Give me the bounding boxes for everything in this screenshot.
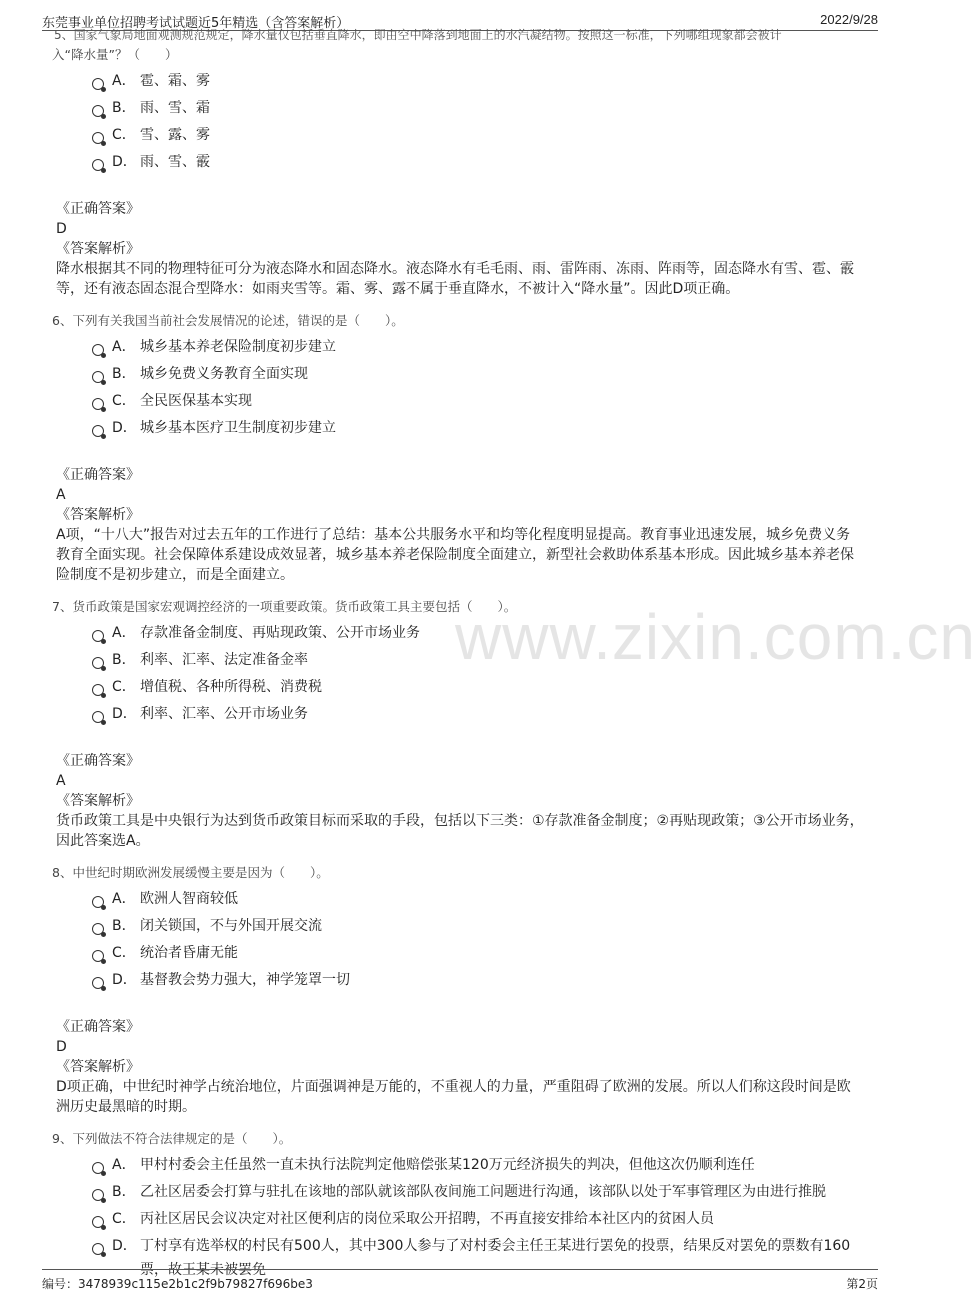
analysis-text: 降水根据其不同的物理特征可分为液态降水和固态降水。液态降水有毛毛雨、雨、雷阵雨、冻雨、阵雨等，固态降水有雪、雹、霰等，还有液态固态混合型降水：如雨夹雪等。霜、雾、露不属于垂直降水，不被计入“降水量”。因此D项正确。 xyxy=(56,261,854,297)
document-date: 2022/9/28 xyxy=(820,12,878,27)
analysis-text: A项，“十八大”报告对过去五年的工作进行了总结：基本公共服务水平和均等化程度明显提高。教育事业迅速发展，城乡免费义务教育全面实现。社会保障体系建设成效显著，城乡基本养老保险制度全面建立，新型社会救助体系基本形成。因此城乡基本养老保险制度不是初步建立，而是全面建立。 xyxy=(56,527,854,583)
option-d[interactable] xyxy=(92,968,864,995)
radio-icon[interactable] xyxy=(92,78,104,90)
analysis-text: 货币政策工具是中央银行为达到货币政策目标而采取的手段，包括以下三类：①存款准备金制度；②再贴现政策；③公开市场业务，因此答案选A。 xyxy=(56,813,864,849)
option-list xyxy=(92,1153,864,1282)
option-text: 存款准备金制度、再贴现政策、公开市场业务 xyxy=(140,625,420,641)
radio-icon[interactable] xyxy=(92,711,104,723)
radio-icon[interactable] xyxy=(92,132,104,144)
watermark: www.zixin.com.cn xyxy=(455,601,976,673)
question-7 xyxy=(52,597,864,851)
option-text: 城乡基本养老保险制度初步建立 xyxy=(140,339,336,355)
option-text: 丙社区居民会议决定对社区便利店的岗位采取公开招聘，不再直接安排给本社区内的贫困人员 xyxy=(140,1211,714,1227)
option-letter: A． xyxy=(112,1157,136,1173)
document-id: 编号：3478939c115e2b1c2f9b79827f696be3 xyxy=(42,1277,313,1291)
answer-block xyxy=(56,751,864,851)
radio-icon[interactable] xyxy=(92,105,104,117)
option-text: 统治者昏庸无能 xyxy=(140,945,238,961)
answer-block xyxy=(56,465,864,585)
answer-block xyxy=(56,1017,864,1117)
option-list xyxy=(92,335,864,443)
answer-value: D xyxy=(56,1039,67,1055)
option-list xyxy=(92,887,864,995)
question-8 xyxy=(52,863,864,1117)
radio-icon[interactable] xyxy=(92,425,104,437)
radio-icon[interactable] xyxy=(92,657,104,669)
option-text: 雨、雪、霜 xyxy=(140,100,210,116)
radio-icon[interactable] xyxy=(92,977,104,989)
radio-icon[interactable] xyxy=(92,1162,104,1174)
radio-icon[interactable] xyxy=(92,950,104,962)
option-letter: D． xyxy=(112,706,137,722)
option-c[interactable] xyxy=(92,675,864,702)
option-letter: C． xyxy=(112,127,136,143)
option-a[interactable] xyxy=(92,1153,864,1180)
option-c[interactable] xyxy=(92,941,864,968)
option-text: 欧洲人智商较低 xyxy=(140,891,238,907)
answer-label: 《正确答案》 xyxy=(56,467,140,483)
page-footer xyxy=(42,1269,878,1302)
radio-icon[interactable] xyxy=(92,1189,104,1201)
answer-label: 《正确答案》 xyxy=(56,1019,140,1035)
option-letter: B． xyxy=(112,100,136,116)
option-a[interactable] xyxy=(92,69,864,96)
option-b[interactable] xyxy=(92,362,864,389)
option-letter: C． xyxy=(112,1211,136,1227)
radio-icon[interactable] xyxy=(92,398,104,410)
question-stem: 9、下列做法不符合法律规定的是（ ）。 xyxy=(52,1131,292,1146)
option-b[interactable] xyxy=(92,648,864,675)
radio-icon[interactable] xyxy=(92,344,104,356)
option-list xyxy=(92,69,864,177)
question-6 xyxy=(52,311,864,585)
document-title: 东莞事业单位招聘考试试题近5年精选（含答案解析） xyxy=(42,16,350,31)
option-b[interactable] xyxy=(92,914,864,941)
option-letter: C． xyxy=(112,393,136,409)
answer-value: A xyxy=(56,773,66,789)
option-letter: D． xyxy=(112,1238,137,1254)
option-a[interactable] xyxy=(92,887,864,914)
question-stem: 6、下列有关我国当前社会发展情况的论述，错误的是（ ）。 xyxy=(52,313,404,328)
analysis-label: 《答案解析》 xyxy=(56,241,140,257)
analysis-label: 《答案解析》 xyxy=(56,507,140,523)
option-letter: A． xyxy=(112,891,136,907)
option-letter: B． xyxy=(112,918,136,934)
option-b[interactable] xyxy=(92,96,864,123)
question-stem-top: 5、国家气象局地面观测规范规定，降水量仅包括垂直降水，即由空中降落到地面上的水汽凝结物。按照这一标准，下列哪组现象都会被计 xyxy=(54,28,782,42)
option-letter: C． xyxy=(112,679,136,695)
document-body xyxy=(52,28,864,1282)
option-d[interactable] xyxy=(92,416,864,443)
question-5 xyxy=(52,25,864,299)
option-c[interactable] xyxy=(92,123,864,150)
option-d[interactable] xyxy=(92,702,864,729)
page-number: 第2页 xyxy=(846,1277,878,1291)
question-9 xyxy=(52,1129,864,1282)
option-letter: D． xyxy=(112,420,137,436)
answer-label: 《正确答案》 xyxy=(56,753,140,769)
option-letter: A． xyxy=(112,73,136,89)
option-text: 利率、汇率、法定准备金率 xyxy=(140,652,308,668)
radio-icon[interactable] xyxy=(92,1216,104,1228)
radio-icon[interactable] xyxy=(92,1243,104,1255)
option-letter: D． xyxy=(112,154,137,170)
option-text: 雨、雪、霰 xyxy=(140,154,210,170)
option-c[interactable] xyxy=(92,1207,864,1234)
option-letter: B． xyxy=(112,366,136,382)
option-text: 增值税、各种所得税、消费税 xyxy=(140,679,322,695)
option-text: 城乡免费义务教育全面实现 xyxy=(140,366,308,382)
option-text: 闭关锁国，不与外国开展交流 xyxy=(140,918,322,934)
question-stem: 8、中世纪时期欧洲发展缓慢主要是因为（ ）。 xyxy=(52,865,329,880)
radio-icon[interactable] xyxy=(92,896,104,908)
option-text: 雪、露、雾 xyxy=(140,127,210,143)
option-letter: A． xyxy=(112,625,136,641)
question-stem-continued: 入“降水量”？（ ） xyxy=(52,47,178,62)
option-text: 城乡基本医疗卫生制度初步建立 xyxy=(140,420,336,436)
option-text: 甲村村委会主任虽然一直未执行法院判定他赔偿张某120万元经济损失的判决，但他这次仍顺利连任 xyxy=(140,1157,755,1173)
option-text: 雹、霜、雾 xyxy=(140,73,210,89)
question-stem xyxy=(54,25,864,45)
option-letter: D． xyxy=(112,972,137,988)
option-letter: A． xyxy=(112,339,136,355)
option-a[interactable] xyxy=(92,621,864,648)
analysis-text: D项正确，中世纪时神学占统治地位，片面强调神是万能的，不重视人的力量，严重阻碍了欧洲的发展。所以人们称这段时间是欧洲历史最黑暗的时期。 xyxy=(56,1079,851,1115)
option-text: 基督教会势力强大，神学笼罩一切 xyxy=(140,972,350,988)
analysis-label: 《答案解析》 xyxy=(56,793,140,809)
radio-icon[interactable] xyxy=(92,159,104,171)
answer-block xyxy=(56,199,864,299)
answer-label: 《正确答案》 xyxy=(56,201,140,217)
radio-icon[interactable] xyxy=(92,371,104,383)
radio-icon[interactable] xyxy=(92,923,104,935)
option-a[interactable] xyxy=(92,335,864,362)
option-text: 全民医保基本实现 xyxy=(140,393,252,409)
option-letter: B． xyxy=(112,1184,136,1200)
option-letter: B． xyxy=(112,652,136,668)
option-text: 利率、汇率、公开市场业务 xyxy=(140,706,308,722)
option-b[interactable] xyxy=(92,1180,864,1207)
question-stem: 7、货币政策是国家宏观调控经济的一项重要政策。货币政策工具主要包括（ ）。 xyxy=(52,599,517,614)
option-d[interactable] xyxy=(92,150,864,177)
analysis-label: 《答案解析》 xyxy=(56,1059,140,1075)
option-text: 丁村享有选举权的村民有500人，其中300人参与了对村委会主任王某进行罢免的投票，结果反对罢免的票数有160票，故王某未被罢免 xyxy=(140,1238,851,1278)
answer-value: D xyxy=(56,221,67,237)
radio-icon[interactable] xyxy=(92,684,104,696)
answer-value: A xyxy=(56,487,66,503)
option-list xyxy=(92,621,864,729)
option-text: 乙社区居委会打算与驻扎在该地的部队就该部队夜间施工问题进行沟通，该部队以处于军事管理区为由进行推脱 xyxy=(140,1184,826,1200)
option-c[interactable] xyxy=(92,389,864,416)
option-letter: C． xyxy=(112,945,136,961)
radio-icon[interactable] xyxy=(92,630,104,642)
